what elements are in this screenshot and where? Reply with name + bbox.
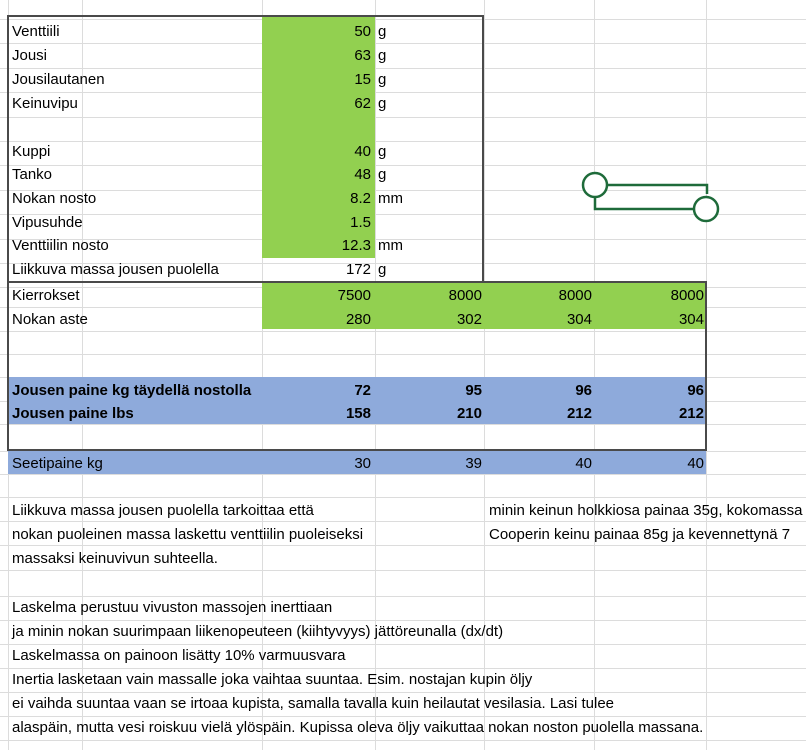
value-cell[interactable]: 72 — [354, 382, 371, 399]
param-unit[interactable]: g — [378, 95, 387, 112]
param-unit[interactable]: mm — [378, 190, 403, 207]
param-label[interactable]: Tanko — [12, 166, 53, 183]
param-label[interactable]: Vipusuhde — [12, 214, 83, 231]
param-unit[interactable]: g — [378, 71, 387, 88]
note-line: alaspäin, mutta vesi roiskuu vielä ylöspäin. Kupissa oleva öljy vaikuttaa nokan noston puolella massana. — [12, 719, 704, 736]
param-label[interactable]: Venttiili — [12, 23, 60, 40]
param-label[interactable]: Jousi — [12, 47, 48, 64]
note-line: Inertia lasketaan vain massalle joka vaihtaa suuntaa. Esim. nostajan kupin öljy — [12, 671, 533, 688]
value-cell[interactable]: 158 — [345, 405, 371, 422]
parameter-box-border — [7, 15, 484, 283]
note-line: massaksi keinuvivun suhteella. — [12, 550, 218, 567]
param-value[interactable]: 12.3 — [341, 237, 371, 254]
note-line: ja minin nokan suurimpaan liikenopeuteen (kiihtyvyys) jättöreunalla (dx/dt) — [12, 623, 504, 640]
value-cell[interactable]: 95 — [465, 382, 482, 399]
value-cell[interactable]: 7500 — [337, 287, 371, 304]
param-label[interactable]: Nokan nosto — [12, 190, 97, 207]
value-cell[interactable]: 302 — [456, 311, 482, 328]
param-unit[interactable]: g — [378, 47, 387, 64]
value-cell[interactable]: 280 — [345, 311, 371, 328]
row-label-seetipaine[interactable]: Seetipaine kg — [12, 455, 103, 472]
value-cell[interactable]: 8000 — [670, 287, 704, 304]
param-value[interactable]: 15 — [354, 71, 371, 88]
connector-start-handle-icon[interactable] — [583, 173, 607, 197]
param-value[interactable]: 63 — [354, 47, 371, 64]
value-cell[interactable]: 96 — [687, 382, 704, 399]
value-cell[interactable]: 212 — [678, 405, 704, 422]
value-cell[interactable]: 210 — [456, 405, 482, 422]
elbow-connector-shape[interactable] — [575, 170, 725, 230]
value-cell[interactable]: 212 — [566, 405, 592, 422]
param-unit[interactable]: g — [378, 166, 387, 183]
value-cell[interactable]: 40 — [575, 455, 592, 472]
param-unit[interactable]: g — [378, 23, 387, 40]
param-label[interactable]: Jousilautanen — [12, 71, 105, 88]
note-line: nokan puoleinen massa laskettu venttiilin puoleiseksi — [12, 526, 364, 543]
value-cell[interactable]: 30 — [354, 455, 371, 472]
note-line: ei vaihda suuntaa vaan se irtoaa kupista, samalla tavalla kuin heilautat vesilasia. Lasi tulee — [12, 695, 615, 712]
param-label[interactable]: Kuppi — [12, 143, 51, 160]
value-cell[interactable]: 304 — [678, 311, 704, 328]
param-value[interactable]: 62 — [354, 95, 371, 112]
param-unit[interactable]: g — [378, 261, 387, 278]
param-label[interactable]: Keinuvipu — [12, 95, 78, 112]
param-value[interactable]: 48 — [354, 166, 371, 183]
value-cell[interactable]: 96 — [575, 382, 592, 399]
value-cell[interactable]: 40 — [687, 455, 704, 472]
param-value[interactable]: 50 — [354, 23, 371, 40]
note-line: Liikkuva massa jousen puolella tarkoittaa että — [12, 502, 314, 519]
param-value[interactable]: 1.5 — [350, 214, 371, 231]
note-line-right: minin keinun holkkiosa painaa 35g, kokomassa — [489, 502, 803, 519]
param-value[interactable]: 172 — [345, 261, 371, 278]
value-cell[interactable]: 39 — [465, 455, 482, 472]
value-cell[interactable]: 8000 — [448, 287, 482, 304]
note-line: Laskelma perustuu vivuston massojen inerttiaan — [12, 599, 333, 616]
param-label[interactable]: Liikkuva massa jousen puolella — [12, 261, 219, 278]
value-cell[interactable]: 8000 — [558, 287, 592, 304]
row-label-kierrokset[interactable]: Kierrokset — [12, 287, 80, 304]
note-line-right: Cooperin keinu painaa 85g ja kevennettynä 7 — [489, 526, 791, 543]
note-line: Laskelmassa on painoon lisätty 10% varmuusvara — [12, 647, 346, 664]
results-box-border — [7, 281, 707, 451]
param-value[interactable]: 40 — [354, 143, 371, 160]
value-cell[interactable]: 304 — [566, 311, 592, 328]
row-label-nokan-aste[interactable]: Nokan aste — [12, 311, 88, 328]
param-unit[interactable]: g — [378, 143, 387, 160]
param-label[interactable]: Venttiilin nosto — [12, 237, 109, 254]
connector-end-handle-icon[interactable] — [694, 197, 718, 221]
param-unit[interactable]: mm — [378, 237, 403, 254]
row-label-paine-lbs[interactable]: Jousen paine lbs — [12, 405, 134, 422]
param-value[interactable]: 8.2 — [350, 190, 371, 207]
row-label-paine-kg[interactable]: Jousen paine kg täydellä nostolla — [12, 382, 252, 399]
